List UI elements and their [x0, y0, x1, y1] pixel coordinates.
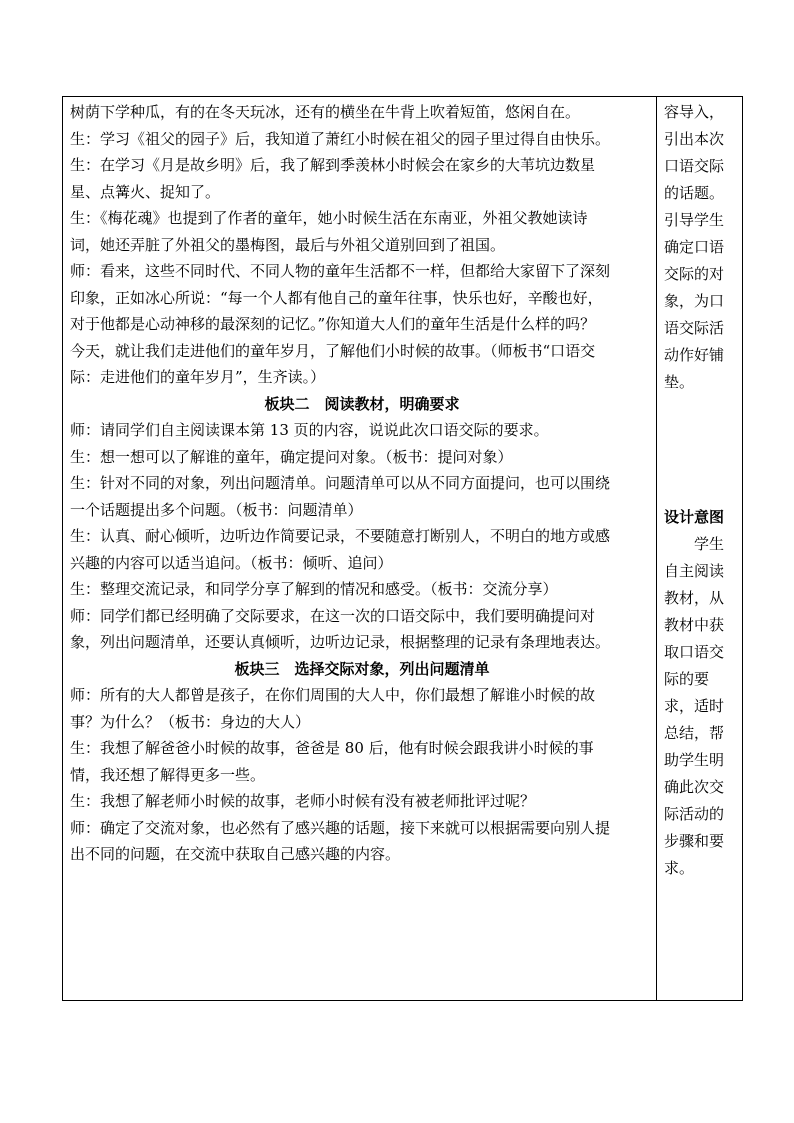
text-line: 师：所有的大人都曾是孩子，在你们周围的大人中，你们最想了解谁小时候的故 [70, 686, 596, 704]
text-line: 印象，正如冰心所说：“每一个人都有他自己的童年往事，快乐也好，辛酸也好， [70, 288, 603, 307]
side-text-line: 教材中获 [664, 616, 725, 634]
side-text-line: 自主阅读 [664, 562, 725, 580]
text-line: 生：《梅花魂》也提到了作者的童年，她小时候生活在东南亚，外祖父教她读诗 [70, 209, 588, 227]
side-text-line [664, 423, 739, 450]
section-heading: 板块三 选择交际对象，列出问题清单 [234, 659, 490, 678]
side-text-line: 的话题。 [664, 184, 725, 202]
side-text-line: 容导入， [664, 103, 725, 121]
text-line: 树荫下学种瓜，有的在冬天玩冰，还有的横坐在牛背上吹着短笛，悠闲自在。 [70, 103, 581, 121]
side-text-line [664, 477, 739, 504]
side-text-line [664, 396, 739, 423]
side-text-line: 助学生明 [664, 751, 725, 769]
text-line: 师：请同学们自主阅读课本第 13 页的内容，说说此次口语交际的要求。 [70, 421, 549, 439]
section-heading: 板块二 阅读教材，明确要求 [264, 394, 460, 413]
text-line: 对于他都是心动神移的最深刻的记忆。”你知道大人们的童年生活是什么样的吗？ [70, 315, 596, 333]
text-line: 师：看来，这些不同时代、不同人物的童年生活都不一样，但都给大家留下了深刻 [70, 262, 611, 280]
text-line: 际：走进他们的童年岁月”，生齐读。） [70, 368, 326, 386]
design-intent-column [664, 99, 739, 882]
text-line: 词，她还弄脏了外祖父的墨梅图，最后与外祖父道别回到了祖国。 [70, 235, 506, 254]
side-text-line: 求。 [664, 859, 695, 877]
text-line: 情，我还想了解得更多一些。 [70, 765, 266, 784]
side-text-line: 语交际活 [664, 319, 725, 337]
side-text-line: 交际的对 [664, 265, 725, 283]
text-line: 生：想一想可以了解谁的童年，确定提问对象。（板书：提问对象） [70, 447, 513, 466]
side-text-line: 学生 [694, 535, 725, 553]
side-text-line: 引导学生 [664, 211, 725, 229]
text-line: 象，列出问题清单，还要认真倾听，边听边记录，根据整理的记录有条理地表达。 [70, 633, 611, 651]
side-text-line: 际的要 [664, 670, 710, 688]
text-line: 生：学习《祖父的园子》后，我知道了萧红小时候在祖父的园子里过得自由快乐。 [70, 129, 611, 148]
side-text-line: 求，适时 [664, 697, 725, 715]
text-line: 今天，就让我们走进他们的童年岁月，了解他们小时候的故事。（师板书“口语交 [70, 341, 596, 360]
side-text-line [664, 450, 739, 477]
side-text-line: 步骤和要 [664, 832, 725, 850]
text-line: 生：整理交流记录，和同学分享了解到的情况和感受。（板书：交流分享） [70, 580, 558, 598]
text-line: 出不同的问题，在交流中获取自己感兴趣的内容。 [70, 845, 401, 863]
lesson-process-column [70, 99, 654, 868]
text-line: 生：认真、耐心倾听，边听边作简要记录，不要随意打断别人，不明白的地方或感 [70, 527, 611, 545]
side-text-line: 引出本次 [664, 130, 725, 148]
text-line: 生：我想了解爸爸小时候的故事，爸爸是 80 后，他有时候会跟我讲小时候的事 [70, 739, 594, 757]
text-line: 星、点篝火、捉知了。 [70, 182, 221, 201]
text-line: 兴趣的内容可以适当追问。（板书：倾听、追问） [70, 553, 393, 572]
text-line: 师：确定了交流对象，也必然有了感兴趣的话题，接下来就可以根据需要向别人提 [70, 818, 611, 837]
text-line: 事？为什么？（板书：身边的大人） [70, 712, 311, 731]
design-intent-heading: 设计意图 [664, 508, 725, 526]
side-text-line: 动作好铺 [664, 346, 725, 364]
side-text-line: 取口语交 [664, 643, 725, 661]
column-divider [656, 96, 657, 1001]
text-line: 师：同学们都已经明确了交际要求，在这一次的口语交际中，我们要明确提问对 [70, 606, 596, 625]
text-line: 生：针对不同的对象，列出问题清单。问题清单可以从不同方面提问，也可以围绕 [70, 474, 611, 492]
side-text-line: 垫。 [664, 373, 695, 391]
side-text-line: 确此次交 [664, 778, 725, 796]
text-line: 生：在学习《月是故乡明》后，我了解到季羡林小时候会在家乡的大苇坑边数星 [70, 156, 596, 174]
side-text-line: 口语交际 [664, 157, 725, 175]
side-text-line: 际活动的 [664, 805, 725, 823]
side-text-line: 总结，帮 [664, 724, 725, 742]
side-text-line: 教材，从 [664, 589, 725, 607]
text-line: 一个话题提出多个问题。（板书：问题清单） [70, 500, 363, 519]
side-text-line: 确定口语 [664, 238, 725, 256]
side-text-line: 象，为口 [664, 292, 725, 310]
text-line: 生：我想了解老师小时候的故事，老师小时候有没有被老师批评过呢？ [70, 792, 536, 810]
